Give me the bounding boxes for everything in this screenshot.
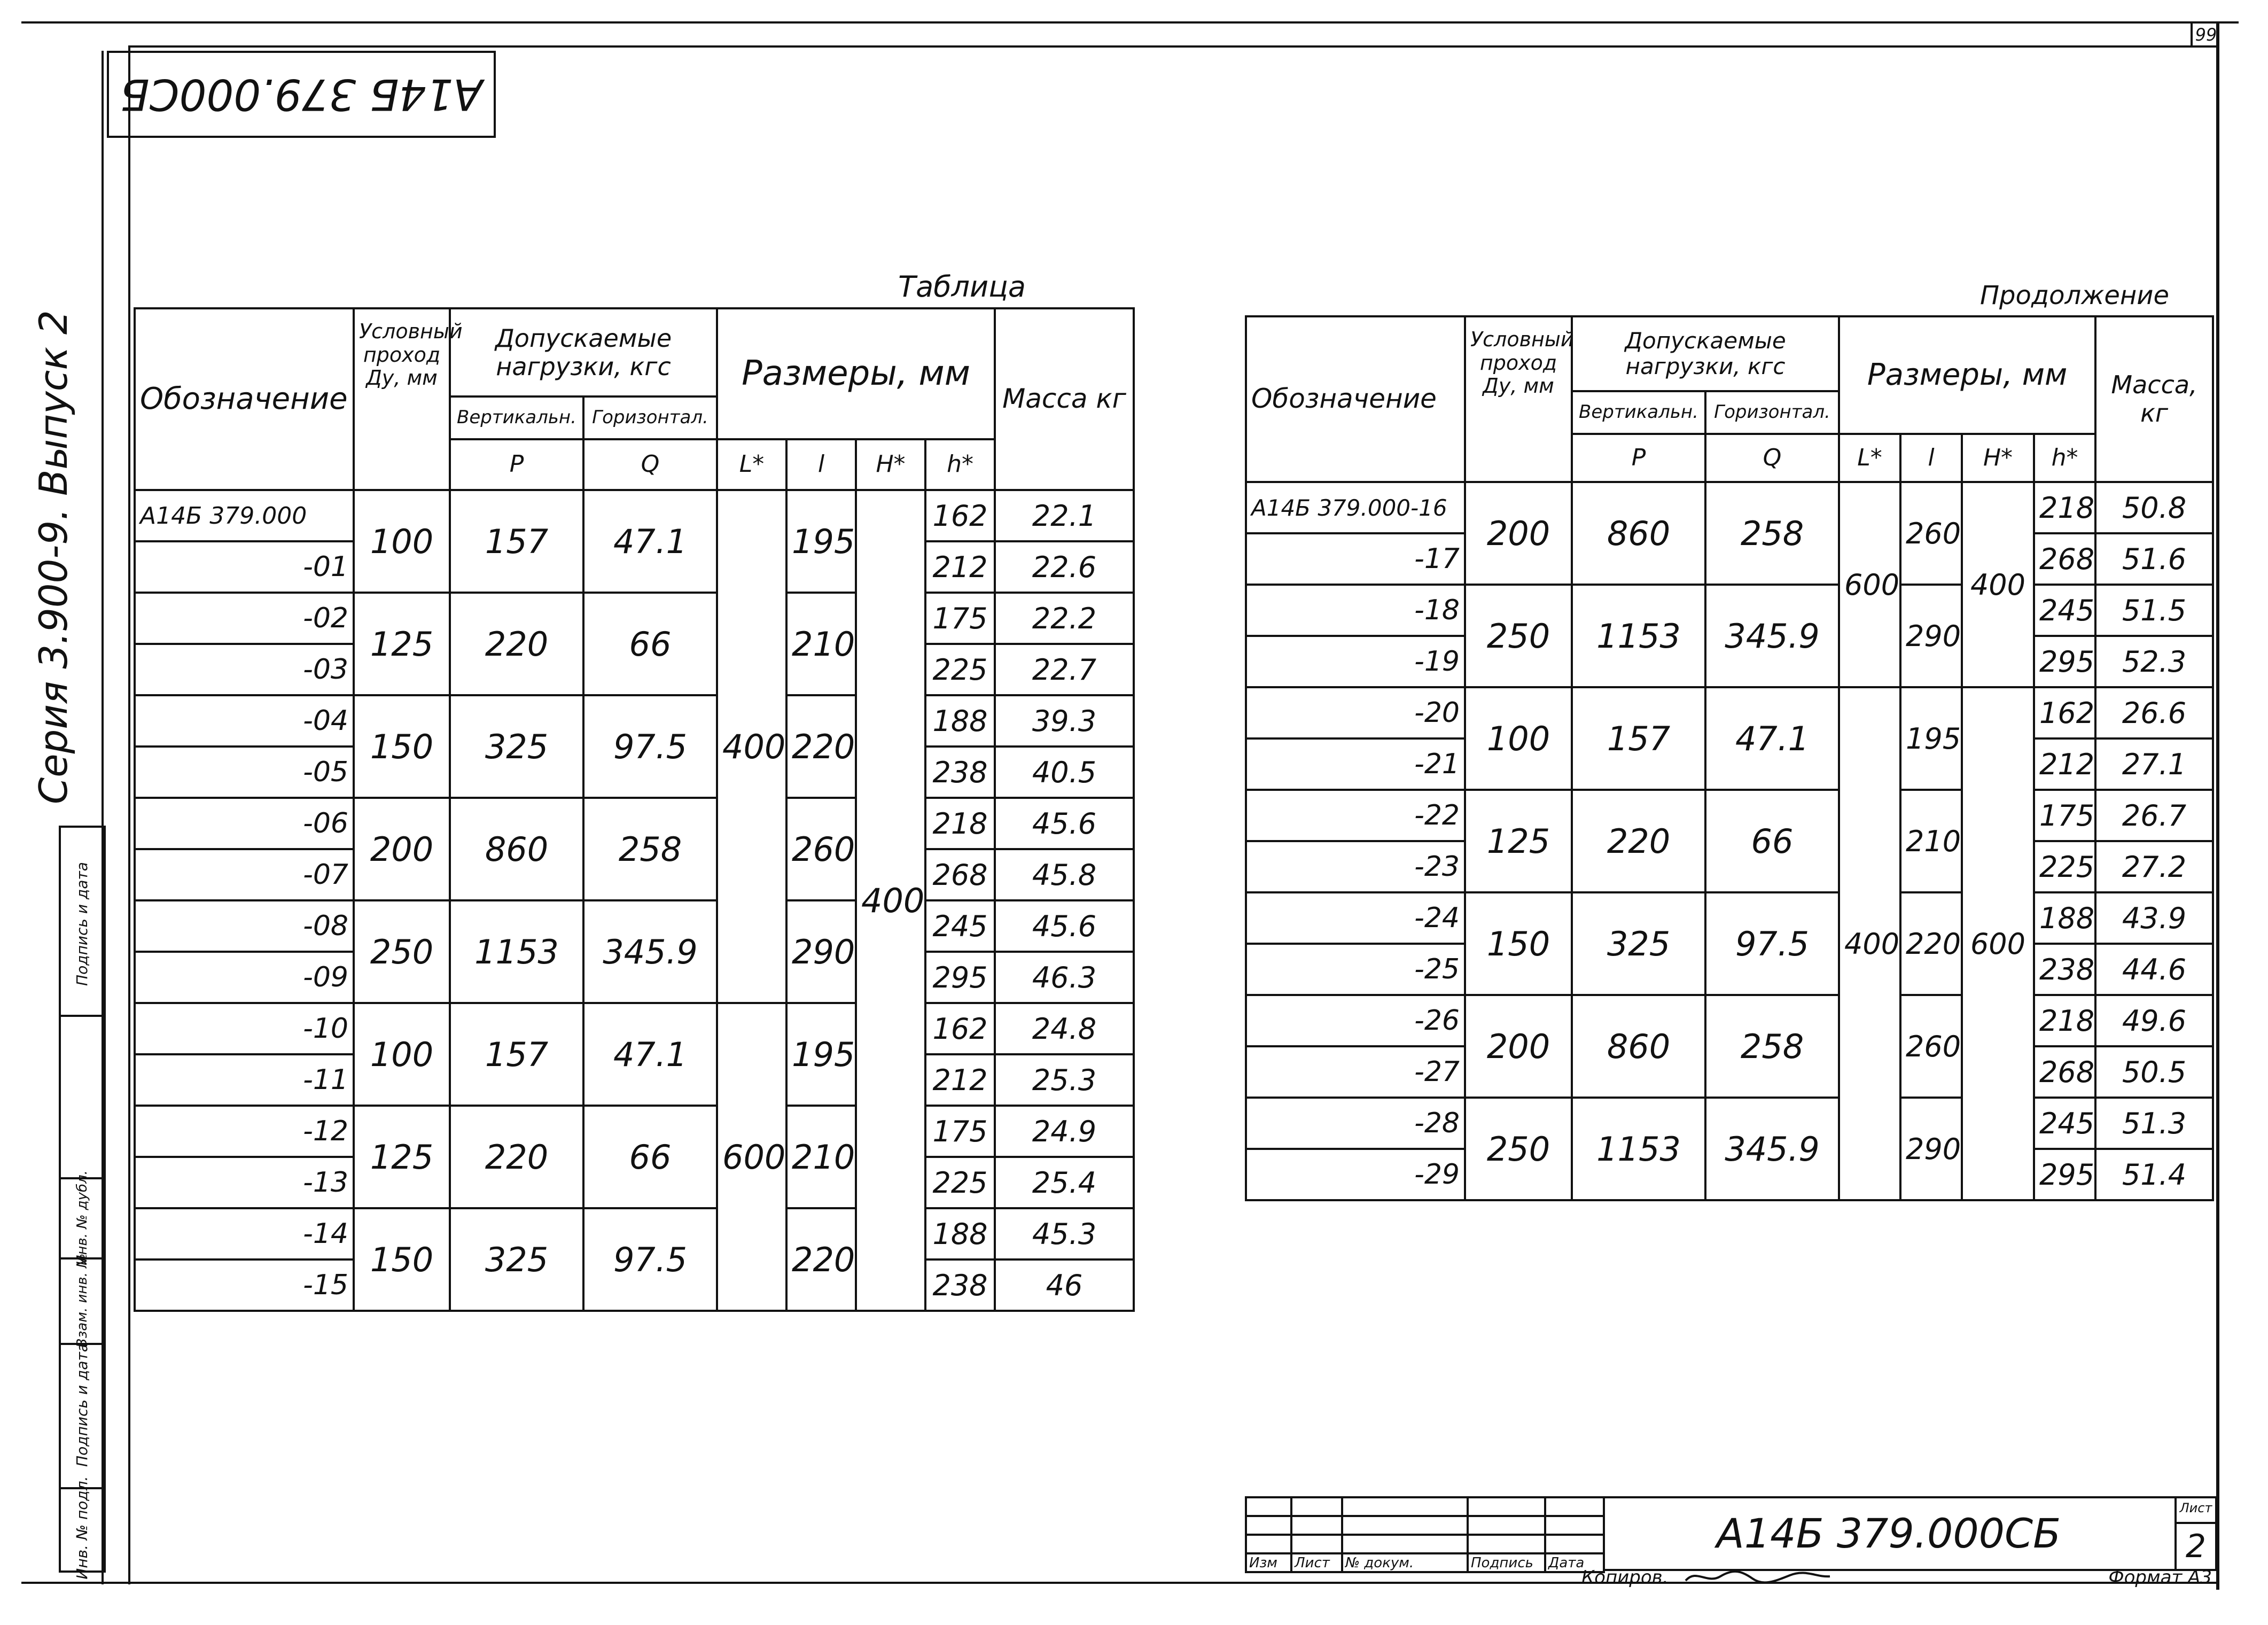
t2-H-400: 400 bbox=[1962, 482, 2034, 687]
table-row-designation: -05 bbox=[135, 747, 354, 798]
t1-h: 245 bbox=[925, 900, 995, 952]
t1-header-designation: Обозначение bbox=[135, 308, 354, 490]
t2-mass: 27.1 bbox=[2095, 738, 2213, 790]
right-border-line bbox=[2216, 21, 2219, 1590]
table-row-designation: -24 bbox=[1246, 892, 1465, 944]
t2-L-400: 400 bbox=[1839, 687, 1900, 1200]
t2-mass: 26.6 bbox=[2095, 687, 2213, 738]
sheet-cell bbox=[2175, 1496, 2217, 1571]
t1-header-dims: Размеры, мм bbox=[717, 308, 995, 439]
top-border-line bbox=[21, 21, 2239, 24]
table-row-designation: -26 bbox=[1246, 995, 1465, 1046]
doc-code-cell bbox=[1603, 1496, 2175, 1571]
t2-l: 220 bbox=[1900, 892, 1962, 995]
table-row-designation: -25 bbox=[1246, 944, 1465, 995]
table-row-designation: -01 bbox=[135, 541, 354, 593]
t2-q: 47.1 bbox=[1705, 687, 1839, 790]
t1-h: 212 bbox=[925, 541, 995, 593]
t2-dn: 250 bbox=[1465, 585, 1572, 687]
t2-q: 258 bbox=[1705, 995, 1839, 1098]
inner-left-line bbox=[128, 45, 130, 1584]
table-row-designation: -18 bbox=[1246, 585, 1465, 636]
t2-l: 210 bbox=[1900, 790, 1962, 892]
t2-header-designation: Обозначение bbox=[1246, 316, 1465, 482]
table-row-designation: -17 bbox=[1246, 533, 1465, 585]
t1-mass: 45.8 bbox=[995, 849, 1134, 900]
bottom-border-line bbox=[21, 1582, 2217, 1584]
table-row-designation: -29 bbox=[1246, 1149, 1465, 1200]
t1-header-h: h* bbox=[925, 439, 995, 490]
t2-mass: 52.3 bbox=[2095, 636, 2213, 687]
t1-dn: 150 bbox=[354, 1208, 450, 1311]
t1-header-loads: Допускаемые нагрузки, кгс bbox=[450, 308, 717, 396]
t1-h: 175 bbox=[925, 1106, 995, 1157]
t1-p: 157 bbox=[450, 490, 583, 593]
table1 bbox=[134, 307, 1135, 1312]
t1-mass: 45.3 bbox=[995, 1208, 1134, 1259]
table-row-designation: -02 bbox=[135, 593, 354, 644]
revision-grid bbox=[1245, 1496, 1605, 1573]
t2-q: 97.5 bbox=[1705, 892, 1839, 995]
t1-mass: 40.5 bbox=[995, 747, 1134, 798]
t1-q: 47.1 bbox=[583, 490, 717, 593]
t2-header-H: H* bbox=[1962, 434, 2034, 482]
t2-h: 225 bbox=[2034, 841, 2095, 892]
t2-mass: 43.9 bbox=[2095, 892, 2213, 944]
t2-h: 295 bbox=[2034, 636, 2095, 687]
t2-h: 245 bbox=[2034, 1098, 2095, 1149]
t2-h: 238 bbox=[2034, 944, 2095, 995]
t1-mass: 22.2 bbox=[995, 593, 1134, 644]
t1-q: 47.1 bbox=[583, 1003, 717, 1106]
t1-q: 66 bbox=[583, 1106, 717, 1208]
stamp-label-doc-no: № докум. bbox=[1342, 1553, 1468, 1572]
t2-h: 268 bbox=[2034, 1046, 2095, 1098]
t2-h: 268 bbox=[2034, 533, 2095, 585]
t1-dn: 100 bbox=[354, 490, 450, 593]
t1-h: 238 bbox=[925, 747, 995, 798]
t1-l: 290 bbox=[786, 900, 856, 1003]
t2-header-q: Q bbox=[1705, 434, 1839, 482]
t1-l: 195 bbox=[786, 1003, 856, 1106]
t1-header-q: Q bbox=[583, 439, 717, 490]
inner-top-line bbox=[128, 45, 2217, 48]
t2-dn: 200 bbox=[1465, 482, 1572, 585]
t1-mass: 39.3 bbox=[995, 695, 1134, 747]
t2-header-loads: Допускаемые нагрузки, кгс bbox=[1572, 316, 1839, 391]
t1-L-400: 400 bbox=[717, 490, 786, 1003]
t2-h: 175 bbox=[2034, 790, 2095, 841]
t2-p: 325 bbox=[1572, 892, 1705, 995]
t1-h: 188 bbox=[925, 695, 995, 747]
t1-h: 238 bbox=[925, 1259, 995, 1311]
table-row-designation: -22 bbox=[1246, 790, 1465, 841]
t2-h: 218 bbox=[2034, 482, 2095, 533]
t1-mass: 22.7 bbox=[995, 644, 1134, 695]
t1-header-mass: Масса кг bbox=[995, 308, 1134, 490]
t1-h: 218 bbox=[925, 798, 995, 849]
t2-h: 295 bbox=[2034, 1149, 2095, 1200]
t2-mass: 49.6 bbox=[2095, 995, 2213, 1046]
t1-mass: 24.8 bbox=[995, 1003, 1134, 1054]
t2-p: 220 bbox=[1572, 790, 1705, 892]
t2-mass: 27.2 bbox=[2095, 841, 2213, 892]
table-row-designation: -08 bbox=[135, 900, 354, 952]
t1-dn: 125 bbox=[354, 1106, 450, 1208]
sheet-number: 99 bbox=[2191, 24, 2219, 46]
t2-p: 157 bbox=[1572, 687, 1705, 790]
sheet-label: Лист bbox=[2177, 1500, 2215, 1524]
t2-h: 162 bbox=[2034, 687, 2095, 738]
t1-mass: 22.1 bbox=[995, 490, 1134, 541]
t1-mass: 22.6 bbox=[995, 541, 1134, 593]
t1-mass: 24.9 bbox=[995, 1106, 1134, 1157]
t1-p: 325 bbox=[450, 1208, 583, 1311]
table-row-designation: -28 bbox=[1246, 1098, 1465, 1149]
t1-mass: 25.4 bbox=[995, 1157, 1134, 1208]
t1-mass: 45.6 bbox=[995, 798, 1134, 849]
t1-h: 162 bbox=[925, 490, 995, 541]
t2-mass: 50.8 bbox=[2095, 482, 2213, 533]
t2-header-L: L* bbox=[1839, 434, 1900, 482]
table-row-designation: -23 bbox=[1246, 841, 1465, 892]
doc-code: А14Б 379.000СБ bbox=[1716, 1510, 2061, 1557]
t2-q: 345.9 bbox=[1705, 585, 1839, 687]
copier-signature bbox=[1683, 1566, 1833, 1587]
side-stamp-sign-date-2: Подпись и дата bbox=[73, 862, 91, 986]
t1-l: 260 bbox=[786, 798, 856, 900]
t2-dn: 100 bbox=[1465, 687, 1572, 790]
side-stamp-sign-date-1: Подпись и дата bbox=[73, 1343, 91, 1467]
side-stamp bbox=[59, 826, 106, 1580]
t1-mass: 46 bbox=[995, 1259, 1134, 1311]
stamp-label-izm: Изм bbox=[1246, 1553, 1291, 1572]
t1-q: 97.5 bbox=[583, 1208, 717, 1311]
t1-p: 860 bbox=[450, 798, 583, 900]
t2-mass: 51.4 bbox=[2095, 1149, 2213, 1200]
stamp-label-date: Дата bbox=[1545, 1553, 1604, 1572]
t1-mass: 45.6 bbox=[995, 900, 1134, 952]
side-stamp-dup-inv: Инв. № дубл. bbox=[74, 1170, 90, 1265]
table2 bbox=[1245, 315, 2214, 1201]
table2-caption: Продолжение bbox=[1979, 281, 2169, 310]
table-row-designation: -04 bbox=[135, 695, 354, 747]
t1-h: 225 bbox=[925, 1157, 995, 1208]
t2-q: 258 bbox=[1705, 482, 1839, 585]
table-row-designation: -15 bbox=[135, 1259, 354, 1311]
t1-p: 220 bbox=[450, 593, 583, 695]
table-row-designation: -13 bbox=[135, 1157, 354, 1208]
table-row-designation: А14Б 379.000-16 bbox=[1246, 482, 1465, 533]
t1-header-L: L* bbox=[717, 439, 786, 490]
sheet-value: 2 bbox=[2185, 1528, 2207, 1565]
t1-q: 345.9 bbox=[583, 900, 717, 1003]
copied-label: Копиров. bbox=[1581, 1567, 1669, 1588]
t2-mass: 50.5 bbox=[2095, 1046, 2213, 1098]
t1-h: 212 bbox=[925, 1054, 995, 1106]
table-row-designation: -20 bbox=[1246, 687, 1465, 738]
t1-p: 220 bbox=[450, 1106, 583, 1208]
t1-mass: 46.3 bbox=[995, 952, 1134, 1003]
stamp-label-list: Лист bbox=[1291, 1553, 1342, 1572]
t1-dn: 150 bbox=[354, 695, 450, 798]
t1-l: 220 bbox=[786, 1208, 856, 1311]
t2-l: 260 bbox=[1900, 995, 1962, 1098]
t2-dn: 200 bbox=[1465, 995, 1572, 1098]
t2-header-l: l bbox=[1900, 434, 1962, 482]
t2-p: 1153 bbox=[1572, 1098, 1705, 1200]
table-row-designation: -14 bbox=[135, 1208, 354, 1259]
t2-dn: 125 bbox=[1465, 790, 1572, 892]
series-label: Серия 3.900-9. Выпуск 2 bbox=[31, 310, 76, 804]
t1-p: 1153 bbox=[450, 900, 583, 1003]
t2-H-600: 600 bbox=[1962, 687, 2034, 1200]
t1-h: 225 bbox=[925, 644, 995, 695]
t2-mass: 44.6 bbox=[2095, 944, 2213, 995]
t2-h: 188 bbox=[2034, 892, 2095, 944]
mirrored-code-box: А14Б 379.000СБ bbox=[107, 51, 496, 138]
table-row-designation: -07 bbox=[135, 849, 354, 900]
t1-header-horizontal: Горизонтал. bbox=[583, 396, 717, 439]
t2-header-horizontal: Горизонтал. bbox=[1705, 391, 1839, 434]
table-row-designation: -19 bbox=[1246, 636, 1465, 687]
table-row-designation: А14Б 379.000 bbox=[135, 490, 354, 541]
t1-p: 157 bbox=[450, 1003, 583, 1106]
t1-h: 295 bbox=[925, 952, 995, 1003]
table-row-designation: -27 bbox=[1246, 1046, 1465, 1098]
t2-header-vertical: Вертикальн. bbox=[1572, 391, 1705, 434]
t2-dn: 250 bbox=[1465, 1098, 1572, 1200]
t2-l: 195 bbox=[1900, 687, 1962, 790]
t1-h: 268 bbox=[925, 849, 995, 900]
t1-p: 325 bbox=[450, 695, 583, 798]
t2-header-dims: Размеры, мм bbox=[1839, 316, 2095, 434]
t1-h: 162 bbox=[925, 1003, 995, 1054]
t1-header-H: H* bbox=[856, 439, 925, 490]
table-row-designation: -12 bbox=[135, 1106, 354, 1157]
t2-p: 860 bbox=[1572, 482, 1705, 585]
t2-l: 290 bbox=[1900, 1098, 1962, 1200]
t2-h: 212 bbox=[2034, 738, 2095, 790]
t2-mass: 51.3 bbox=[2095, 1098, 2213, 1149]
table-row-designation: -06 bbox=[135, 798, 354, 849]
t1-h: 188 bbox=[925, 1208, 995, 1259]
t1-mass: 25.3 bbox=[995, 1054, 1134, 1106]
t1-l: 210 bbox=[786, 1106, 856, 1208]
t1-q: 258 bbox=[583, 798, 717, 900]
t2-q: 345.9 bbox=[1705, 1098, 1839, 1200]
t1-header-vertical: Вертикальн. bbox=[450, 396, 583, 439]
t1-l: 220 bbox=[786, 695, 856, 798]
side-stamp-inv-no: Инв. № подл. bbox=[73, 1476, 91, 1580]
t2-mass: 51.5 bbox=[2095, 585, 2213, 636]
t2-header-h: h* bbox=[2034, 434, 2095, 482]
table-row-designation: -09 bbox=[135, 952, 354, 1003]
t2-header-p: P bbox=[1572, 434, 1705, 482]
table-row-designation: -03 bbox=[135, 644, 354, 695]
stamp-label-signature: Подпись bbox=[1468, 1553, 1545, 1572]
t1-dn: 125 bbox=[354, 593, 450, 695]
t1-header-nominal-bore: Условный проход Ду, мм bbox=[354, 308, 450, 490]
t1-H: 400 bbox=[856, 490, 925, 1311]
t2-header-nominal-bore: Условный проход Ду, мм bbox=[1465, 316, 1572, 482]
t2-mass: 51.6 bbox=[2095, 533, 2213, 585]
t2-L-600: 600 bbox=[1839, 482, 1900, 687]
t1-dn: 200 bbox=[354, 798, 450, 900]
table-row-designation: -21 bbox=[1246, 738, 1465, 790]
t1-dn: 100 bbox=[354, 1003, 450, 1106]
t1-header-l: l bbox=[786, 439, 856, 490]
t2-dn: 150 bbox=[1465, 892, 1572, 995]
t2-mass: 26.7 bbox=[2095, 790, 2213, 841]
t1-q: 66 bbox=[583, 593, 717, 695]
t1-L-600: 600 bbox=[717, 1003, 786, 1311]
t1-l: 195 bbox=[786, 490, 856, 593]
table-row-designation: -11 bbox=[135, 1054, 354, 1106]
t2-p: 860 bbox=[1572, 995, 1705, 1098]
t1-dn: 250 bbox=[354, 900, 450, 1003]
format-label: Формат А3 bbox=[2108, 1567, 2212, 1588]
t2-l: 290 bbox=[1900, 585, 1962, 687]
t1-h: 175 bbox=[925, 593, 995, 644]
t1-l: 210 bbox=[786, 593, 856, 695]
t1-q: 97.5 bbox=[583, 695, 717, 798]
t1-header-p: P bbox=[450, 439, 583, 490]
t2-p: 1153 bbox=[1572, 585, 1705, 687]
table1-caption: Таблица bbox=[898, 270, 1026, 304]
t2-q: 66 bbox=[1705, 790, 1839, 892]
side-stamp-replace-inv: Взам. инв. № bbox=[74, 1253, 90, 1348]
t2-h: 218 bbox=[2034, 995, 2095, 1046]
table-row-designation: -10 bbox=[135, 1003, 354, 1054]
t2-h: 245 bbox=[2034, 585, 2095, 636]
t2-l: 260 bbox=[1900, 482, 1962, 585]
t2-header-mass: Масса, кг bbox=[2095, 316, 2213, 482]
